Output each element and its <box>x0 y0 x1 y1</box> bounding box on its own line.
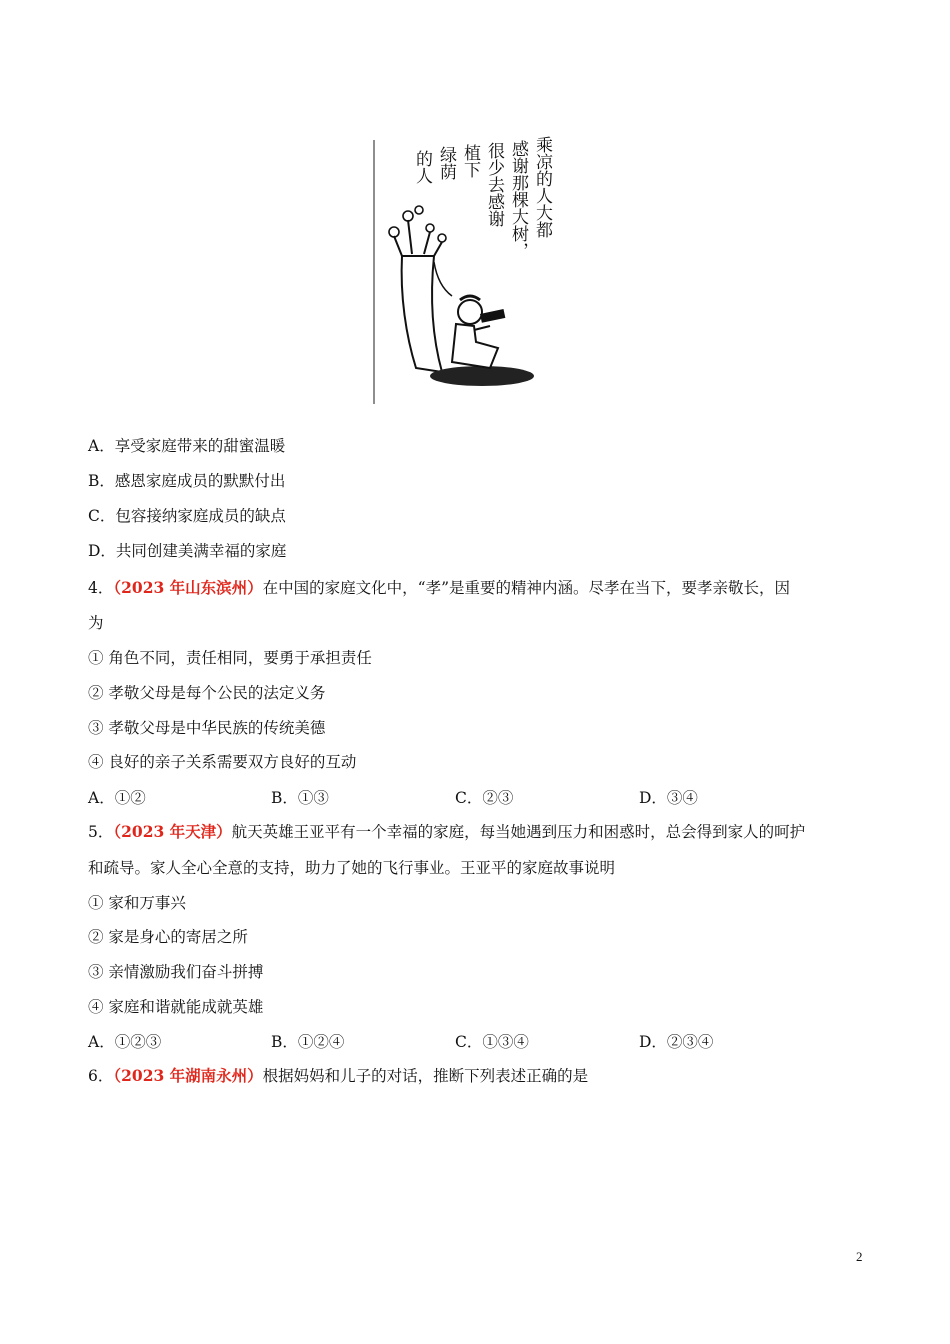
q5-option-a: A．①②③ <box>88 1033 162 1051</box>
q5-option-c: C．①③④ <box>455 1033 529 1051</box>
q5-stem <box>88 821 805 843</box>
q5-item-3: ③ 亲情激励我们奋斗拼搏 <box>88 963 264 981</box>
q5-stem-continued: 和疏导。家人全心全意的支持，助力了她的飞行事业。王亚平的家庭故事说明 <box>88 859 616 877</box>
q4-item-3: ③ 孝敬父母是中华民族的传统美德 <box>88 719 326 737</box>
question-source: （2023 年天津） <box>113 822 232 841</box>
caption-col: 乘凉的人大都 <box>532 136 552 238</box>
q3-option-a: A．享受家庭带来的甜蜜温暖 <box>88 437 286 455</box>
caption-col: 植下 <box>460 144 480 178</box>
q3-option-c: C．包容接纳家庭成员的缺点 <box>88 507 286 525</box>
caption-col: 绿荫 <box>436 146 456 180</box>
caption-col: 感谢那棵大树， <box>508 140 528 259</box>
q5-item-4: ④ 家庭和谐就能成就英雄 <box>88 998 264 1016</box>
q5-option-b: B．①②④ <box>271 1033 345 1051</box>
q5-option-d: D．②③④ <box>639 1033 714 1051</box>
q4-option-b: B．①③ <box>271 789 329 807</box>
question-text: 航天英雄王亚平有一个幸福的家庭，每当她遇到压力和困惑时，总会得到家人的呵护 <box>231 823 806 841</box>
question-source: （2023 年山东滨州） <box>113 578 263 597</box>
q4-item-1: ① 角色不同，责任相同，要勇于承担责任 <box>88 649 372 667</box>
question-number: 6． <box>88 1067 114 1085</box>
page-number: 2 <box>856 1249 863 1264</box>
q4-option-c: C．②③ <box>455 789 514 807</box>
q4-item-4: ④ 良好的亲子关系需要双方良好的互动 <box>88 753 357 771</box>
question-source: （2023 年湖南永州） <box>113 1066 263 1085</box>
q4-item-2: ② 孝敬父母是每个公民的法定义务 <box>88 684 326 702</box>
question-number: 4． <box>88 579 114 597</box>
cartoon-caption <box>411 136 552 259</box>
question-text: 在中国的家庭文化中，“孝”是重要的精神内涵。尽孝在当下，要孝亲敬长，因 <box>262 579 791 597</box>
q3-option-b: B．感恩家庭成员的默默付出 <box>88 472 286 490</box>
q3-option-d: D．共同创建美满幸福的家庭 <box>88 542 287 560</box>
cartoon-illustration <box>372 136 556 406</box>
caption-col: 很少去感谢 <box>484 142 504 227</box>
question-number: 5． <box>88 823 114 841</box>
q4-option-d: D．③④ <box>639 789 698 807</box>
question-text: 根据妈妈和儿子的对话，推断下列表述正确的是 <box>262 1067 589 1085</box>
caption-col: 的人 <box>412 150 432 184</box>
q5-item-1: ① 家和万事兴 <box>88 894 186 912</box>
q4-stem-continued: 为 <box>88 614 104 632</box>
q6-stem <box>88 1065 588 1087</box>
q4-option-a: A．①② <box>88 789 146 807</box>
q4-stem <box>88 577 790 599</box>
q5-item-2: ② 家是身心的寄居之所 <box>88 928 248 946</box>
